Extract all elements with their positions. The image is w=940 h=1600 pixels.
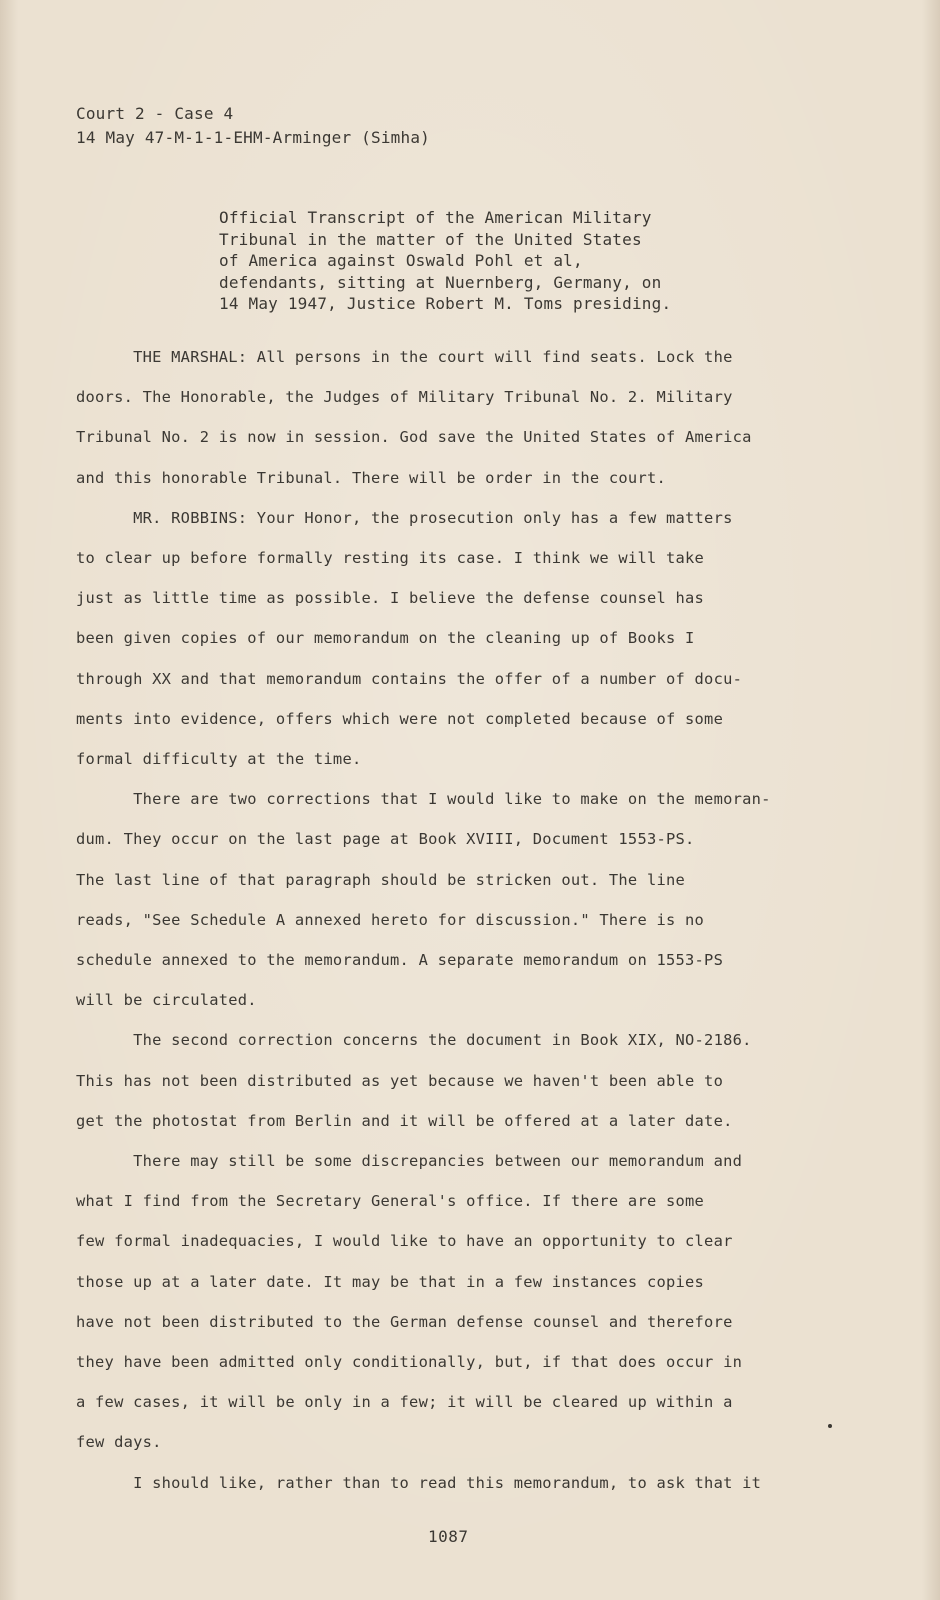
document-header [76,102,430,150]
body-line: ments into evidence, offers which were not completed because of some [76,709,724,728]
body-line: they have been admitted only conditionally, but, if that does occur in [76,1353,743,1371]
body-line: those up at a later date. It may be that in a few instances copies [76,1272,705,1291]
body-line: The second correction concerns the document in Book XIX, NO-2186. [76,1031,752,1050]
body-line: to clear up before formally resting its case. I think we will take [76,549,705,567]
body-line: have not been distributed to the German defense counsel and therefore [76,1312,733,1331]
body-line: get the photostat from Berlin and it will be offered at a later date. [76,1111,733,1130]
ink-speck [828,1424,832,1428]
body-line: and this honorable Tribunal. There will be order in the court. [76,468,666,487]
body-line: schedule annexed to the memorandum. A separate memorandum on 1553-PS [76,951,724,969]
caption-line: Tribunal in the matter of the United States [219,229,642,249]
transcript-caption [219,207,671,315]
caption-line: 14 May 1947, Justice Robert M. Toms presiding. [219,294,672,313]
body-line: will be circulated. [76,991,257,1010]
body-line: reads, "See Schedule A annexed hereto for discussion." There is no [76,910,705,929]
body-line: There are two corrections that I would like to make on the memoran- [76,790,771,809]
body-line: There may still be some discrepancies between our memorandum and [76,1152,743,1170]
body-line: what I find from the Secretary General's office. If there are some [76,1192,705,1211]
body-line: The last line of that paragraph should be stricken out. The line [76,870,686,889]
page-number: 1087 [428,1527,469,1546]
body-line: few days. [76,1433,162,1452]
header-date-reference: 14 May 47-M-1-1-EHM-Arminger (Simha) [76,128,430,147]
body-line: MR. ROBBINS: Your Honor, the prosecution only has a few matters [76,508,733,527]
body-line: a few cases, it will be only in a few; it will be cleared up within a [76,1393,733,1412]
body-line: dum. They occur on the last page at Book XVIII, Document 1553-PS. [76,830,695,849]
body-line: This has not been distributed as yet because we haven't been able to [76,1071,724,1090]
caption-line: of America against Oswald Pohl et al, [219,251,583,270]
body-line: I should like, rather than to read this memorandum, to ask that it [76,1473,762,1492]
body-line: just as little time as possible. I believe the defense counsel has [76,589,705,608]
body-line: through XX and that memorandum contains the offer of a number of docu- [76,669,743,688]
body-line: been given copies of our memorandum on the cleaning up of Books I [76,629,695,648]
body-line: formal difficulty at the time. [76,750,362,768]
body-line: few formal inadequacies, I would like to have an opportunity to clear [76,1232,733,1251]
header-court-case: Court 2 - Case 4 [76,104,234,123]
caption-line: Official Transcript of the American Military [219,208,652,227]
body-line: doors. The Honorable, the Judges of Military Tribunal No. 2. Military [76,388,733,407]
caption-line: defendants, sitting at Nuernberg, Germany, on [219,272,662,292]
body-line: THE MARSHAL: All persons in the court will find seats. Lock the [76,348,733,366]
body-line: Tribunal No. 2 is now in session. God save the United States of America [76,428,752,447]
